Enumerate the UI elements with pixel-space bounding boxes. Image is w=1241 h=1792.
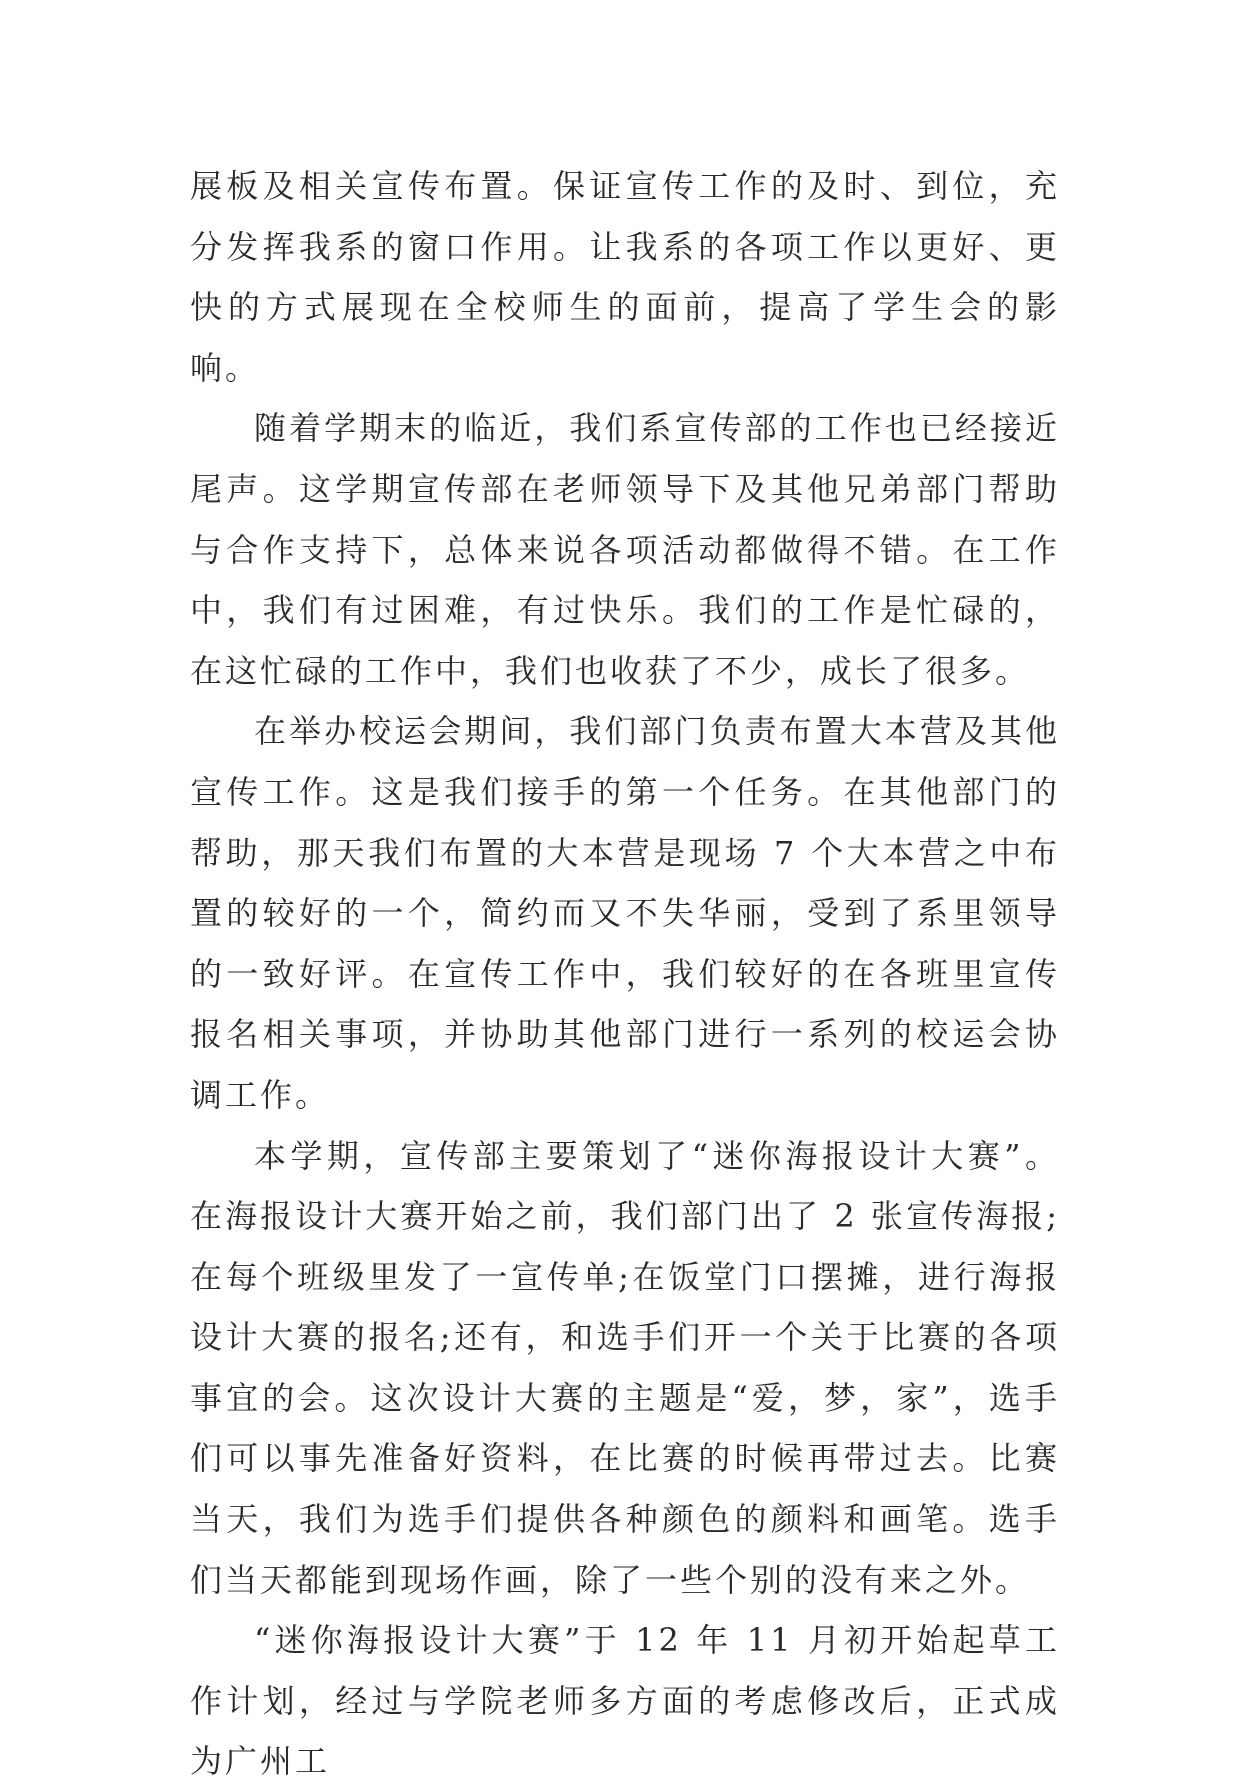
paragraph-2: 随着学期末的临近，我们系宣传部的工作也已经接近尾声。这学期宣传部在老师领导下及其他兄弟部门帮助与合作支持下，总体来说各项活动都做得不错。在工作中，我们有过困难，有过快乐。我们的工作是忙碌的，在这忙碌的工作中，我们也收获了不少，成长了很多。 [190, 409, 1060, 690]
paragraph-1: 展板及相关宣传布置。保证宣传工作的及时、到位，充分发挥我系的窗口作用。让我系的各项工作以更好、更快的方式展现在全校师生的面前，提高了学生会的影响。 [190, 167, 1060, 387]
paragraph-3: 在举办校运会期间，我们部门负责布置大本营及其他宣传工作。这是我们接手的第一个任务。在其他部门的帮助，那天我们布置的大本营是现场 7 个大本营之中布置的较好的一个，简约而又不失华丽，受到了系里领导的一致好评。在宣传工作中，我们较好的在各班里宣传报名相关事项，并协助其他部门进行一系列的校运会协调工作。 [190, 712, 1060, 1114]
paragraph-4: 本学期，宣传部主要策划了“迷你海报设计大赛”。在海报设计大赛开始之前，我们部门出了 2 张宣传海报;在每个班级里发了一宣传单;在饭堂门口摆摊，进行海报设计大赛的报名;还有，和选手们开一个关于比赛的各项事宜的会。这次设计大赛的主题是“爱，梦，家”，选手们可以事先准备好资料，在比赛的时候再带过去。比赛当天，我们为选手们提供各种颜色的颜料和画笔。选手们当天都能到现场作画，除了一些个别的没有来之外。 [190, 1136, 1060, 1599]
document-body [190, 156, 1060, 1792]
paragraph-5: “迷你海报设计大赛”于 12 年 11 月初开始起草工作计划，经过与学院老师多方面的考虑修改后，正式成为广州工 [190, 1621, 1060, 1781]
